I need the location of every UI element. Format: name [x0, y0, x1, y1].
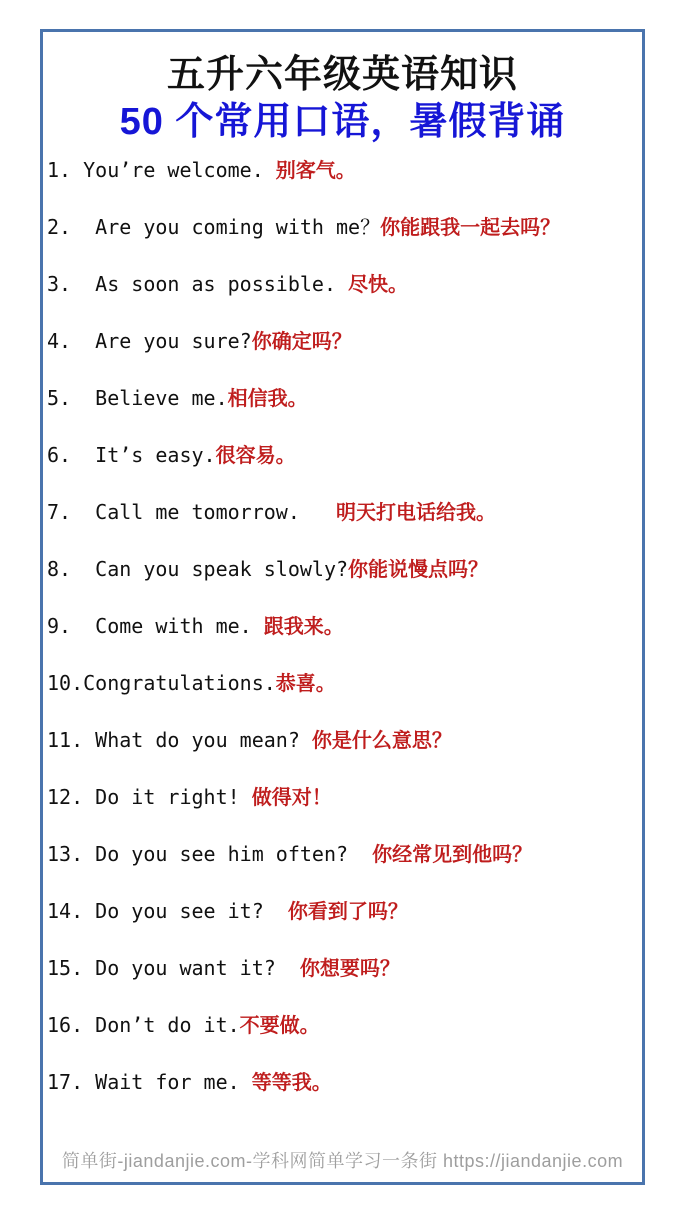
list-item [47, 900, 638, 923]
item-english-phrase: What do you mean? [83, 728, 312, 752]
item-chinese-translation: 你想要吗？ [299, 958, 400, 980]
item-chinese-translation: 你经常见到他吗？ [372, 844, 533, 866]
item-english-phrase: Are you coming with me？ [71, 215, 381, 239]
item-number: 14. [47, 899, 84, 923]
item-chinese-translation: 尽快。 [348, 274, 409, 296]
list-item [47, 843, 638, 866]
item-chinese-translation: 你确定吗？ [251, 331, 352, 353]
item-number: 5. [47, 386, 72, 410]
list-item [47, 786, 638, 809]
item-number: 11. [47, 728, 84, 752]
phrase-list [43, 144, 642, 1094]
list-item [47, 957, 638, 980]
item-english-phrase: As soon as possible. [71, 272, 349, 296]
item-english-phrase: It’s easy. [71, 443, 216, 467]
item-chinese-translation: 你能跟我一起去吗？ [380, 217, 561, 239]
item-number: 13. [47, 842, 84, 866]
item-chinese-translation: 你能说慢点吗？ [348, 559, 489, 581]
item-chinese-translation: 别客气。 [275, 160, 356, 182]
list-item [47, 330, 638, 353]
item-english-phrase: Call me tomorrow. [71, 500, 336, 524]
item-english-phrase: Come with me. [71, 614, 264, 638]
item-chinese-translation: 恭喜。 [275, 673, 336, 695]
item-english-phrase: Are you sure? [71, 329, 252, 353]
item-number: 1. [47, 158, 72, 182]
item-english-phrase: Do it right! [83, 785, 252, 809]
list-item [47, 672, 638, 695]
list-item [47, 729, 638, 752]
list-item [47, 501, 638, 524]
item-english-phrase: Don’t do it. [83, 1013, 240, 1037]
list-item [47, 387, 638, 410]
item-number: 7. [47, 500, 72, 524]
list-item [47, 216, 638, 239]
item-chinese-translation: 很容易。 [215, 445, 296, 467]
list-item [47, 558, 638, 581]
item-number: 17. [47, 1070, 84, 1094]
item-number: 16. [47, 1013, 84, 1037]
item-chinese-translation: 你是什么意思？ [311, 730, 452, 752]
item-chinese-translation: 做得对！ [251, 787, 332, 809]
item-number: 2. [47, 215, 72, 239]
item-chinese-translation: 明天打电话给我。 [336, 502, 496, 524]
watermark-footer: 简单街-jiandanjie.com-学科网简单学习一条街 https://jiandanjie.com [61, 1151, 624, 1171]
list-item [47, 159, 638, 182]
list-item [47, 444, 638, 467]
item-english-phrase: Wait for me. [83, 1070, 252, 1094]
item-number: 4. [47, 329, 72, 353]
item-number: 9. [47, 614, 72, 638]
item-chinese-translation: 等等我。 [251, 1072, 332, 1094]
content-frame [40, 29, 645, 1185]
item-number: 12. [47, 785, 84, 809]
item-chinese-translation: 你看到了吗？ [287, 901, 408, 923]
item-chinese-translation: 不要做。 [239, 1015, 320, 1037]
list-item [47, 615, 638, 638]
page-subtitle: 50 个常用口语，暑假背诵 [119, 101, 566, 143]
item-number: 3. [47, 272, 72, 296]
item-number: 15. [47, 956, 84, 980]
item-chinese-translation: 相信我。 [227, 388, 308, 410]
item-english-phrase: Congratulations. [83, 671, 276, 695]
list-item [47, 1071, 638, 1094]
item-english-phrase: You’re welcome. [71, 158, 276, 182]
item-english-phrase: Believe me. [71, 386, 228, 410]
item-english-phrase: Do you see him often? [83, 842, 373, 866]
list-item [47, 273, 638, 296]
item-number: 6. [47, 443, 72, 467]
item-english-phrase: Can you speak slowly? [71, 557, 349, 581]
item-chinese-translation: 跟我来。 [263, 616, 344, 638]
item-number: 10. [47, 671, 84, 695]
list-item [47, 1014, 638, 1037]
item-number: 8. [47, 557, 72, 581]
page-title: 五升六年级英语知识 [166, 54, 518, 96]
item-english-phrase: Do you see it? [83, 899, 288, 923]
item-english-phrase: Do you want it? [83, 956, 300, 980]
